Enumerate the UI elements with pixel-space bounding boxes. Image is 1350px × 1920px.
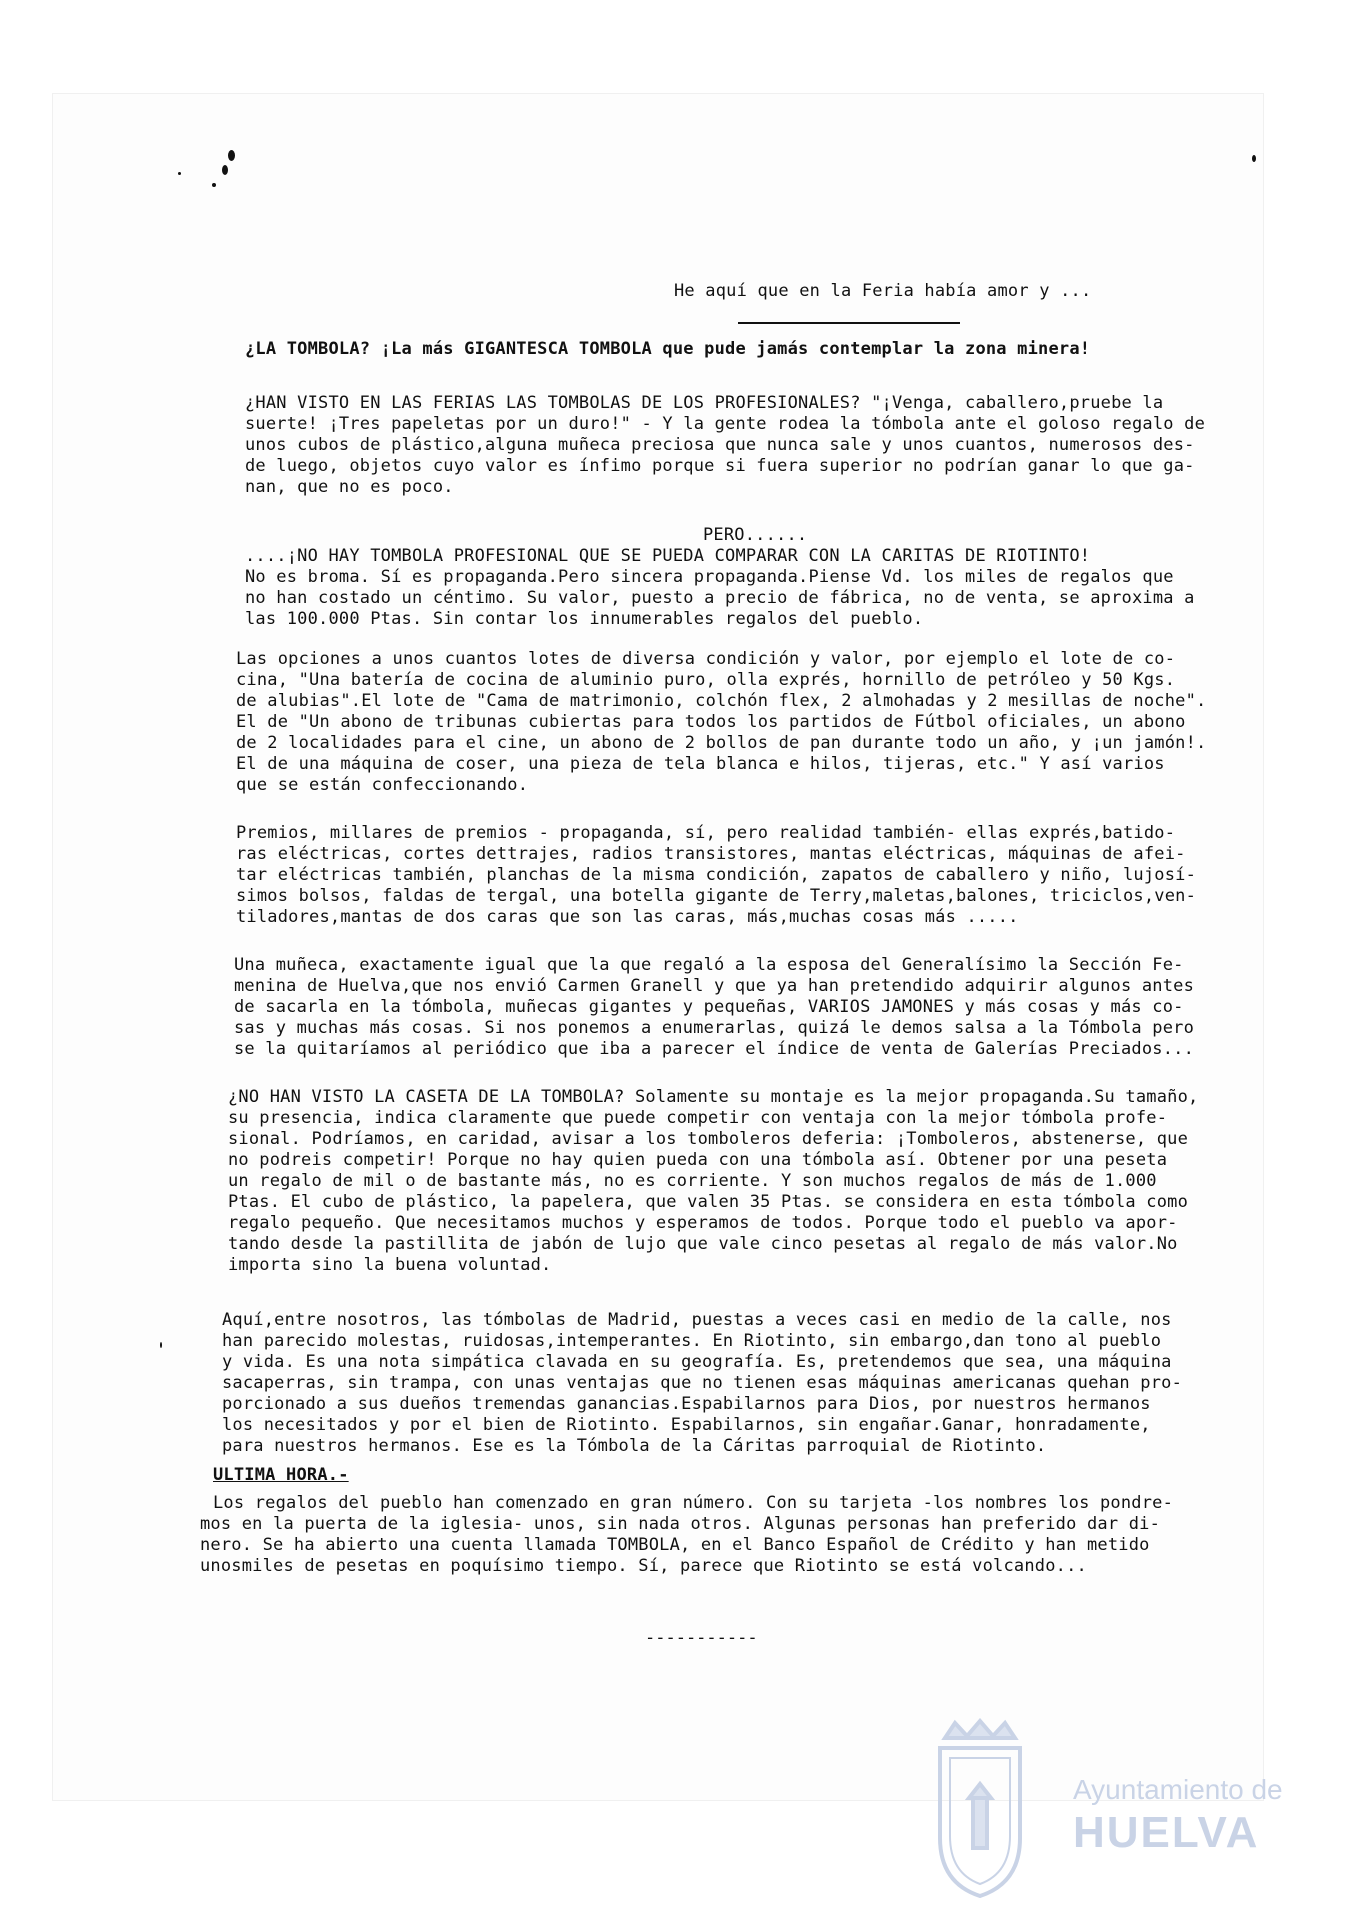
text-line: Las opciones a unos cuantos lotes de diversa condición y valor, por ejemplo el lote de co- [236,649,1176,669]
text-line: un regalo de mil o de bastante más, no es corriente. Y son muchos regalos de más de 1.000 [228,1171,1157,1191]
text-line: sional. Podríamos, en caridad, avisar a los tomboleros deferia: ¡Tomboleros, abstenerse, que [228,1129,1189,1149]
text-line: cina, "Una batería de cocina de aluminio puro, olla exprés, hornillo de petróleo y 50 Kgs. [236,670,1176,690]
text-line: tando desde la pastillita de jabón de lujo que vale cinco pesetas al regalo de más valor.No [228,1234,1178,1254]
heading-underline [738,322,960,324]
text-line: menina de Huelva,que nos envió Carmen Granell y que ya han pretendido adquirir algunos antes [234,976,1195,996]
text-line: regalo pequeño. Que necesitamos muchos y esperamos de todos. Porque todo el pueblo va apor- [228,1213,1178,1233]
ultima-hora-heading: ULTIMA HORA.- [213,1465,349,1485]
ink-speck [160,1342,162,1348]
text-line: sas y muchas más cosas. Si nos ponemos a enumerarlas, quizá le demos salsa a la Tómbola pero [234,1018,1195,1038]
text-line: las 100.000 Ptas. Sin contar los innumerables regalos del pueblo. [245,609,924,629]
text-line: El de una máquina de coser, una pieza de tela blanca e hilos, tijeras, etc." Y así varios [236,754,1165,774]
text-line: ¿NO HAN VISTO LA CASETA DE LA TOMBOLA? Solamente su montaje es la mejor propaganda.Su tamaño, [228,1087,1199,1107]
text-line: tiladores,mantas de dos caras que son las caras, más,muchas cosas más ..... [236,907,1019,927]
text-line: que se están confeccionando. [236,775,529,795]
closing-dashes: ----------- [645,1628,758,1648]
ink-speck [178,172,181,175]
ink-speck [222,165,228,175]
text-line: nero. Se ha abierto una cuenta llamada TOMBOLA, en el Banco Español de Crédito y han metido [200,1535,1150,1555]
text-line: importa sino la buena voluntad. [228,1255,552,1275]
text-line: El de "Un abono de tribunas cubiertas para todos los partidos de Fútbol oficiales, un abono [236,712,1186,732]
text-line: su presencia, indica claramente que puede competir con ventaja con la mejor tómbola profe- [228,1108,1168,1128]
text-line: ¿HAN VISTO EN LAS FERIAS LAS TOMBOLAS DE LOS PROFESIONALES? "¡Venga, caballero,pruebe la [245,393,1164,413]
text-line: suerte! ¡Tres papeletas por un duro!" - Y la gente rodea la tómbola ante el goloso regalo de [245,414,1206,434]
text-line: de sacarla en la tómbola, muñecas gigantes y pequeñas, VARIOS JAMONES y más cosas y más co- [234,997,1184,1017]
text-line: de 2 localidades para el cine, un abono de 2 bollos de pan durante todo un año, y ¡un jamón!. [236,733,1207,753]
text-line: nan, que no es poco. [245,477,454,497]
text-line: los necesitados y por el bien de Riotinto. Espabilarnos, sin engañar.Ganar, honradamente, [222,1415,1151,1435]
ink-speck [1252,155,1256,162]
text-line: mos en la puerta de la iglesia- unos, sin nada otros. Algunas personas han preferido dar di- [200,1514,1161,1534]
pero-line: PERO...... [703,525,808,545]
watermark-line-2: HUELVA [1073,1808,1260,1857]
text-line: simos bolsos, faldas de tergal, una botella gigante de Terry,maletas,balones, triciclos,ven- [236,886,1197,906]
text-line: para nuestros hermanos. Ese es la Tómbola de la Cáritas parroquial de Riotinto. [222,1436,1047,1456]
document-heading: He aquí que en la Feria había amor y ... [674,281,1092,301]
ink-speck [228,150,235,161]
ink-speck [212,183,216,187]
text-line: no han costado un céntimo. Su valor, puesto a precio de fábrica, no de venta, se aproxima a [245,588,1195,608]
text-line: sacaperras, sin trampa, con unas ventajas que no tienen esas máquinas americanas quehan pro- [222,1373,1183,1393]
text-line: Premios, millares de premios - propaganda, sí, pero realidad también- ellas exprés,batido- [236,823,1176,843]
text-line: Aquí,entre nosotros, las tómbolas de Madrid, puestas a veces casi en medio de la calle, nos [222,1310,1172,1330]
text-line: han parecido molestas, ruidosas,intemperantes. En Riotinto, sin embargo,dan tono al pueblo [222,1331,1162,1351]
text-line: ....¡NO HAY TOMBOLA PROFESIONAL QUE SE PUEDA COMPARAR CON LA CARITAS DE RIOTINTO! [245,546,1091,566]
watermark-line-1: Ayuntamiento de [1073,1774,1283,1805]
text-line: se la quitaríamos al periódico que iba a parecer el índice de venta de Galerías Preciados... [234,1039,1195,1059]
text-line: porcionado a sus dueños tremendas ganancias.Espabilarnos para Dios, por nuestros hermanos [222,1394,1151,1414]
text-line: Ptas. El cubo de plástico, la papelera, que valen 35 Ptas. se considera en esta tómbola como [228,1192,1189,1212]
text-line: y vida. Es una nota simpática clavada en su geografía. Es, pretendemos que sea, una máquina [222,1352,1172,1372]
text-line: no podreis competir! Porque no hay quien pueda con una tómbola así. Obtener por una peseta [228,1150,1168,1170]
text-line: de luego, objetos cuyo valor es ínfimo porque si fuera superior no podrían ganar lo que ga- [245,456,1195,476]
text-line: No es broma. Sí es propaganda.Pero sincera propaganda.Piense Vd. los miles de regalos que [245,567,1174,587]
text-line: Una muñeca, exactamente igual que la que regaló a la esposa del Generalísimo la Sección Fe- [234,955,1184,975]
intro-line: ¿LA TOMBOLA? ¡La más GIGANTESCA TOMBOLA que pude jamás contemplar la zona minera! [245,339,1091,359]
text-line: tar eléctricas también, planchas de la misma condición, zapatos de caballero y niño, lujosí- [236,865,1197,885]
text-line: unos cubos de plástico,alguna muñeca preciosa que nunca sale y unos cuantos, numerosos des- [245,435,1195,455]
text-line: de alubias".El lote de "Cama de matrimonio, colchón flex, 2 almohadas y 2 mesillas de noche". [236,691,1207,711]
text-line: ras eléctricas, cortes dettrajes, radios transistores, mantas eléctricas, máquinas de afei- [236,844,1186,864]
text-line: Los regalos del pueblo han comenzado en gran número. Con su tarjeta -los nombres los pondre- [213,1493,1174,1513]
text-line: unosmiles de pesetas en poquísimo tiempo. Sí, parece que Riotinto se está volcando... [200,1556,1087,1576]
